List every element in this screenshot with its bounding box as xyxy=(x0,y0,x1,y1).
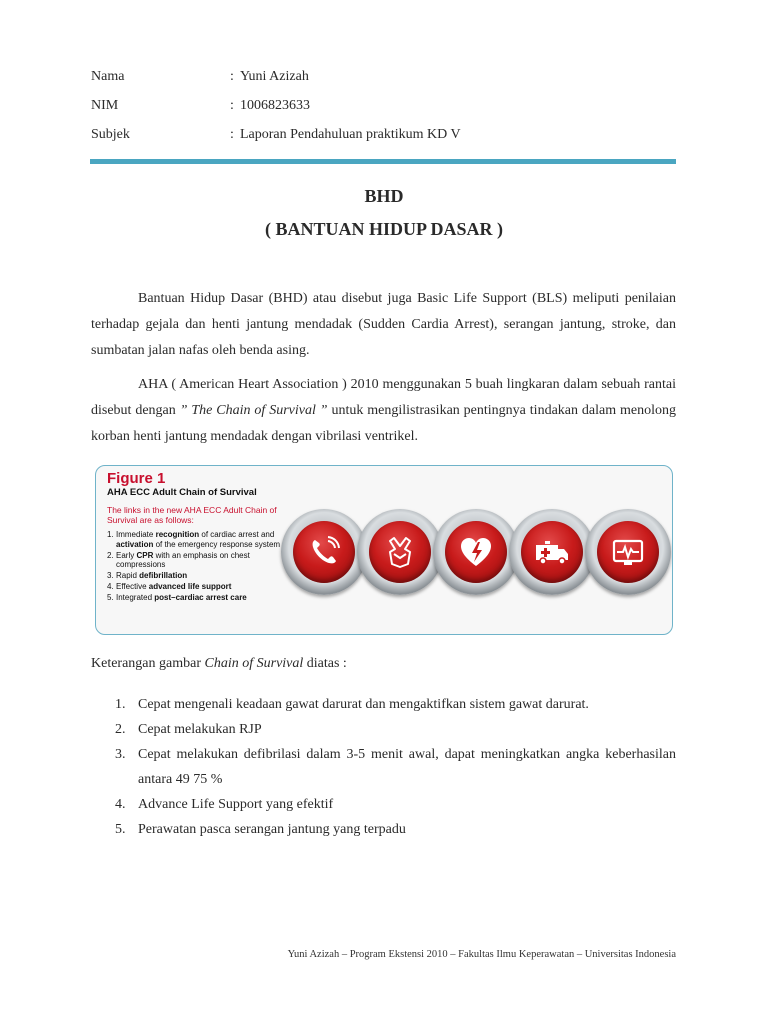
ambulance-icon xyxy=(521,521,583,583)
chain-link-recognition xyxy=(281,509,367,595)
header-label: NIM xyxy=(91,98,119,113)
page-footer: Yuni Azizah – Program Ekstensi 2010 – Fakultas Ilmu Keperawatan – Universitas Indonesia xyxy=(287,949,676,960)
list-item-text: Advance Life Support yang efektif xyxy=(138,797,334,812)
paragraph-quote: ” The Chain of Survival ” xyxy=(179,403,328,418)
list-item-text: Cepat melakukan RJP xyxy=(138,722,262,737)
figure-item-number: 2. xyxy=(107,550,114,560)
figure-item-bold: defibrillation xyxy=(139,571,188,580)
figure-title: AHA ECC Adult Chain of Survival xyxy=(107,487,257,498)
chain-of-survival-figure xyxy=(95,465,673,635)
header-separator: : xyxy=(230,127,234,142)
caption-text: Keterangan gambar xyxy=(91,656,205,671)
caption-text: diatas : xyxy=(303,656,347,671)
header-separator: : xyxy=(230,98,234,113)
chain-link-defibrillation xyxy=(433,509,519,595)
list-item-text: Perawatan pasca serangan jantung yang terpadu xyxy=(138,822,406,837)
figure-item-bold: post–cardiac arrest care xyxy=(154,593,247,602)
heart-monitor-icon xyxy=(597,521,659,583)
list-item-number: 4. xyxy=(115,797,126,812)
list-item-text: Cepat mengenali keadaan gawat darurat dan mengaktifkan sistem gawat darurat. xyxy=(138,697,589,712)
hands-cpr-icon xyxy=(369,521,431,583)
explanation-list xyxy=(91,692,676,842)
figure-item-text: of the emergency response system xyxy=(153,539,281,549)
list-item-number: 5. xyxy=(115,822,126,837)
figure-item-text: Rapid xyxy=(116,571,140,580)
list-item xyxy=(91,817,676,842)
figure-item-bold: CPR xyxy=(136,550,154,560)
chain-link-advanced-life-support xyxy=(509,509,595,595)
list-item xyxy=(91,692,676,717)
list-item-number: 1. xyxy=(115,697,126,712)
figure-list xyxy=(107,530,291,604)
figure-list-item xyxy=(107,551,291,570)
paragraph-text-before: AHA ( American Heart Association ) 2010 menggunakan 5 buah lingkaran dalam sebuah rantai disebut dengan xyxy=(91,377,676,418)
header-value: Yuni Azizah xyxy=(240,69,309,84)
page-title: BHD xyxy=(364,186,404,206)
paragraph-text: Bantuan Hidup Dasar (BHD) atau disebut juga Basic Life Support (BLS) meliputi penilaian terhadap gejala dan henti jantung mendadak (Sudden Cardia Arrest), serangan jantung, stroke, dan sumbatan jalan nafas oleh benda asing. xyxy=(91,291,676,358)
list-item-number: 3. xyxy=(115,747,126,762)
figure-item-text: Effective xyxy=(116,582,149,591)
figure-item-text: of cardiac arrest and xyxy=(199,530,275,539)
figure-item-text: Immediate xyxy=(116,530,156,539)
caption-italic: Chain of Survival xyxy=(204,656,304,671)
paragraph-text-after: untuk mengilistrasikan pentingnya tindakan dalam menolong korban henti jantung mendadak dengan vibrilasi ventrikel. xyxy=(91,403,676,444)
figure-item-number: 3. xyxy=(107,571,114,580)
header-label: Nama xyxy=(91,69,125,84)
figure-list-item xyxy=(107,530,291,549)
figure-item-bold: advanced life support xyxy=(148,582,232,591)
list-item-number: 2. xyxy=(115,722,126,737)
phone-icon xyxy=(293,521,355,583)
list-item xyxy=(91,742,676,792)
figure-list-item xyxy=(107,593,291,603)
header-divider xyxy=(90,159,676,164)
page-subtitle: ( BANTUAN HIDUP DASAR ) xyxy=(264,219,503,239)
figure-intro: The links in the new AHA ECC Adult Chain of Survival are as follows: xyxy=(107,505,277,525)
chain-link-cpr xyxy=(357,509,443,595)
figure-item-text: Early xyxy=(116,550,137,560)
header-value: Laporan Pendahuluan praktikum KD V xyxy=(240,127,461,142)
figure-item-text: with an emphasis on chest compressions xyxy=(116,550,250,569)
list-item xyxy=(91,792,676,817)
heart-defibrillation-icon xyxy=(445,521,507,583)
chain-link-post-arrest-care xyxy=(585,509,671,595)
paragraph-aha-chain xyxy=(91,372,676,450)
figure-item-text: Integrated xyxy=(116,593,155,602)
figure-item-number: 4. xyxy=(107,582,114,591)
figure-item-number: 5. xyxy=(107,593,114,602)
chain-links xyxy=(281,501,671,611)
header-label: Subjek xyxy=(91,127,130,142)
figure-item-bold: activation xyxy=(116,539,154,549)
figure-number: Figure 1 xyxy=(107,470,166,487)
figure-item-number: 1. xyxy=(107,530,114,539)
paragraph-bhd-definition xyxy=(91,286,676,364)
list-item xyxy=(91,717,676,742)
figure-item-bold: recognition xyxy=(155,530,200,539)
figure-caption xyxy=(91,656,347,672)
header-value: 1006823633 xyxy=(240,98,310,113)
header-separator: : xyxy=(230,69,234,84)
list-item-text: Cepat melakukan defibrilasi dalam 3-5 menit awal, dapat meningkatkan angka keberhasilan antara 49 75 % xyxy=(138,747,676,787)
figure-list-item xyxy=(107,571,291,581)
figure-list-item xyxy=(107,582,291,592)
